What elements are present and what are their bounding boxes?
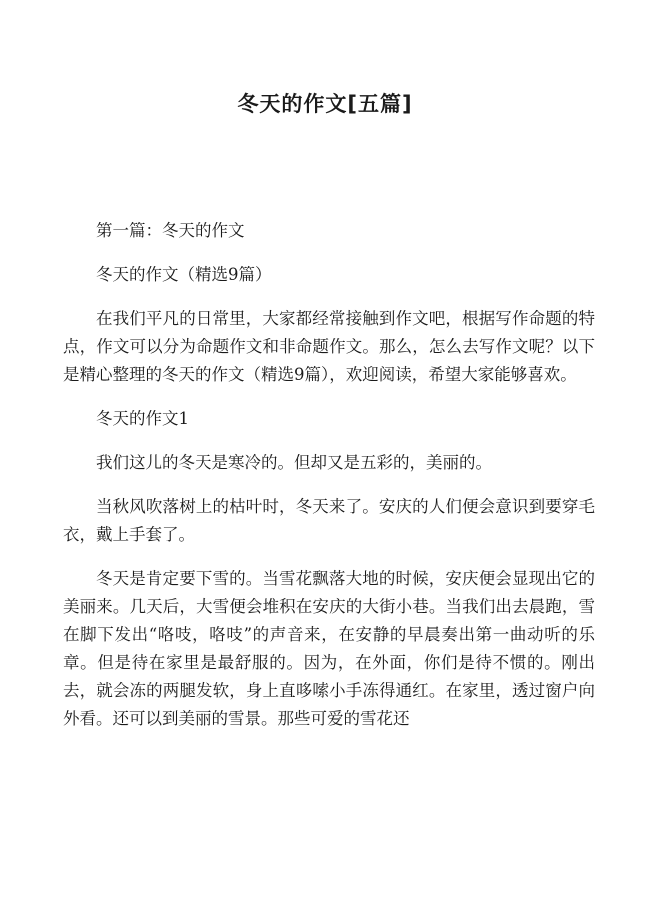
body-paragraph: 我们这儿的冬天是寒冷的。但却又是五彩的，美丽的。 (96, 453, 492, 472)
section-heading: 第一篇：冬天的作文 (96, 221, 245, 240)
document-title: 冬天的作文[五篇] (237, 92, 413, 116)
subheading: 冬天的作文（精选9篇） (96, 265, 272, 284)
body-paragraph: 冬天是肯定要下雪的。当雪花飘落大地的时候，安庆便会显现出它的美丽来。几天后，大雪便会堆积在安庆的大街小巷。当我们出去晨跑，雪在脚下发出“咯吱，咯吱”的声音来，在安静的早晨奏出第一曲动听的乐章。但是待在家里是最舒服的。因为，在外面，你们是待不惯的。刚出去，就会冻的两腿发软，身上直哆嗦小手冻得通红。在家里，透过窗户向外看。还可以到美丽的雪景。那些可爱的雪花还 (63, 569, 595, 728)
essay-heading: 冬天的作文1 (96, 409, 189, 428)
intro-paragraph: 在我们平凡的日常里，大家都经常接触到作文吧，根据写作命题的特点，作文可以分为命题作文和非命题作文。那么，怎么去写作文呢？以下是精心整理的冬天的作文（精选9篇），欢迎阅读，希望大家能够喜欢。 (63, 309, 595, 384)
document-body (63, 217, 595, 749)
body-paragraph: 当秋风吹落树上的枯叶时，冬天来了。安庆的人们便会意识到要穿毛衣，戴上手套了。 (63, 497, 595, 544)
